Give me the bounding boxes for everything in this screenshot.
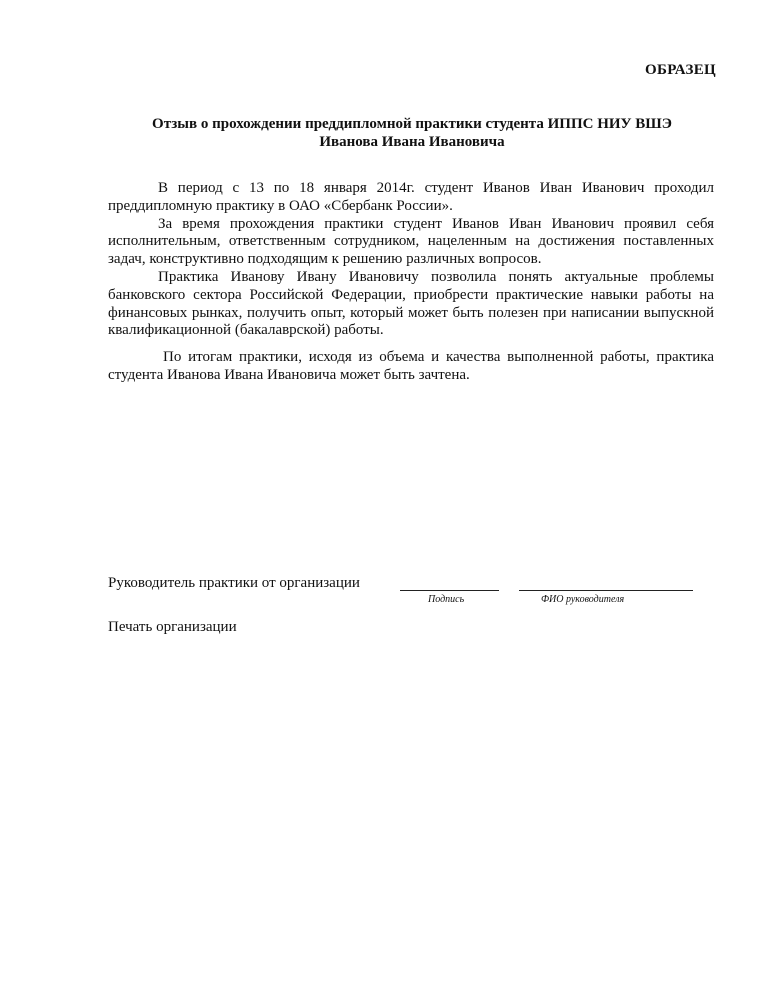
paragraph-qualities: За время прохождения практики студент Иванов Иван Иванович проявил себя исполнительным, ответственным сотрудником, нацеленным на достижения поставленных задач, конструктивно подходящим к решению различных вопросов.: [108, 215, 714, 268]
supervisor-label: Руководитель практики от организации: [108, 575, 360, 591]
title-line-1: Отзыв о прохождении преддипломной практики студента ИППС НИУ ВШЭ: [152, 116, 672, 132]
title-line-2: Иванова Ивана Ивановича: [319, 134, 505, 150]
signature-caption: Подпись: [428, 594, 465, 605]
document-title: [108, 115, 716, 151]
supervisor-name-line: [519, 590, 693, 591]
stamp-label: Печать организации: [108, 619, 237, 635]
supervisor-name-caption: ФИО руководителя: [541, 594, 625, 605]
review-body: [108, 180, 714, 340]
conclusion-block: [108, 349, 714, 385]
signature-line: [400, 590, 499, 591]
paragraph-outcomes: Практика Иванову Ивану Ивановичу позволила понять актуальные проблемы банковского сектора Российской Федерации, приобрести практические навыки работы на финансовых рынках, получить опыт, который может быть полезен при написании выпускной квалификационной (бакалаврской) работы.: [108, 268, 714, 339]
sample-mark: ОБРАЗЕЦ: [645, 62, 716, 78]
paragraph-period: В период с 13 по 18 января 2014г. студент Иванов Иван Иванович проходил преддипломную практику в ОАО «Сбербанк России».: [108, 180, 714, 214]
paragraph-conclusion: По итогам практики, исходя из объема и качества выполненной работы, практика студента Иванова Ивана Ивановича может быть зачтена.: [108, 349, 714, 383]
